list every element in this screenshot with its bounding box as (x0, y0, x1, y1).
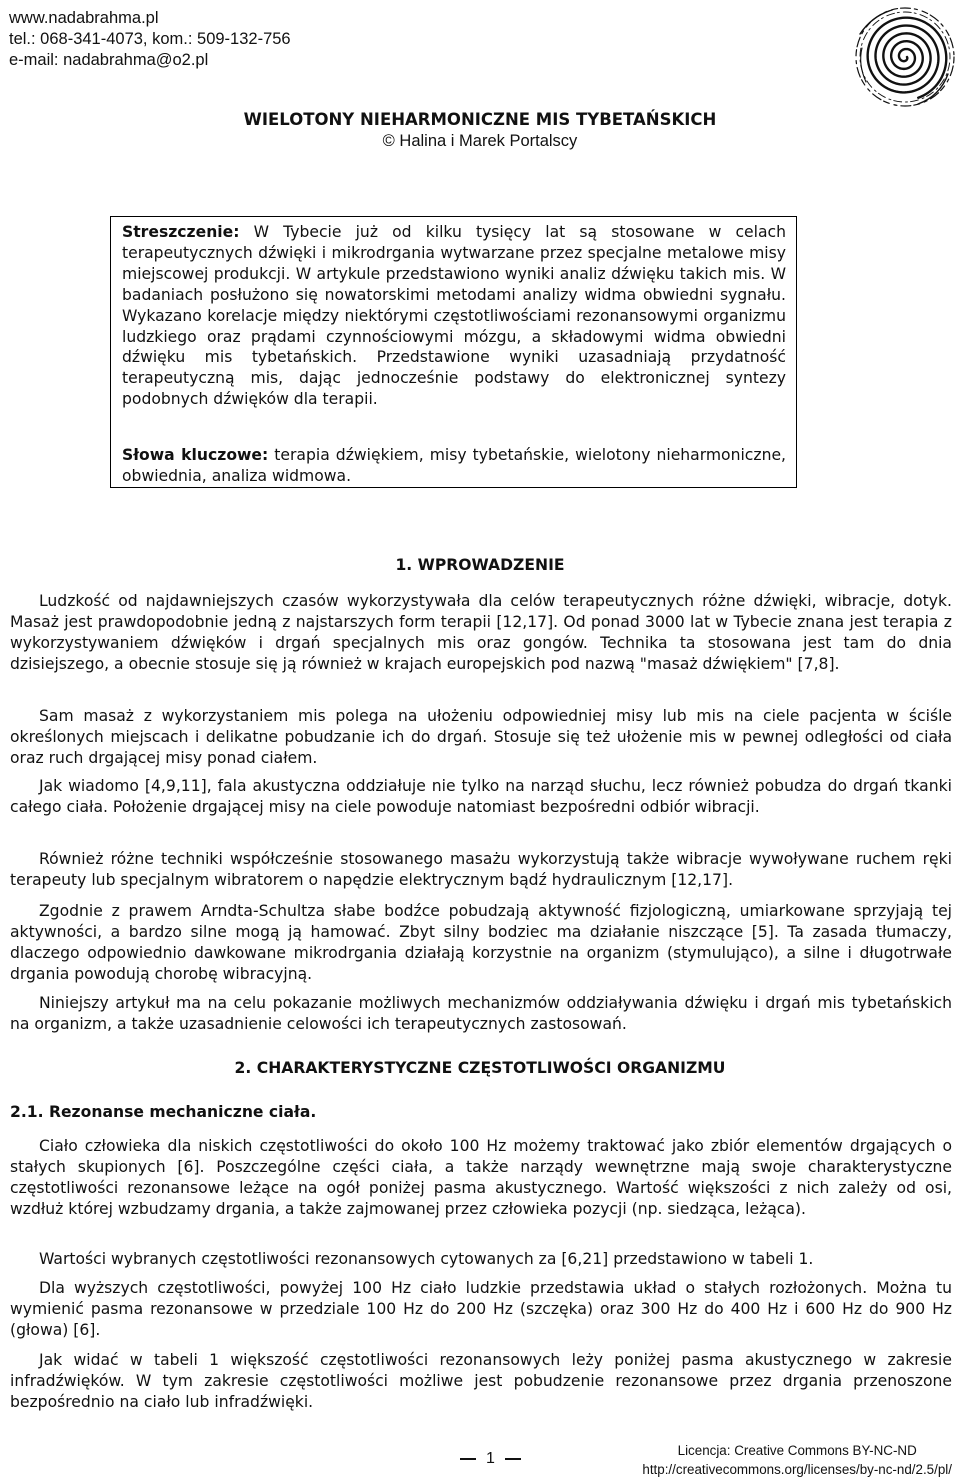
paragraph: Dla wyższych częstotliwości, powyżej 100 Hz ciało ludzkie przedstawia układ o stałych rozłożonych. Można tu wymienić pasma rezonansowe w przedziale 100 Hz do 200 Hz (szczęka) oraz 300 Hz do 400 Hz i 600 Hz do 900 Hz (głowa) [6]. (10, 1279, 952, 1339)
paragraph: Sam masaż z wykorzystaniem mis polega na ułożeniu odpowiedniej misy lub mis na ciele pacjenta w ściśle określonych miejscach i delikatne pobudzanie ich do drgań. Stosuje się też ułożenie mis w pewnej odległości od ciała oraz ruch drgającej misy ponad ciałem. (10, 707, 952, 767)
page-number-value: 1 (486, 1450, 495, 1467)
contact-block (9, 8, 291, 71)
license-url[interactable]: http://creativecommons.org/licenses/by-nc-nd/2.5/pl/ (642, 1462, 952, 1477)
website-link[interactable]: www.nadabrahma.pl (9, 9, 159, 27)
paragraph: Jak wiadomo [4,9,11], fala akustyczna oddziałuje nie tylko na narząd słuchu, lecz również pobudza do drgań tkanki całego ciała. Położenie drgającej misy na ciele powoduje natomiast bezpośredni odbiór wibracji. (10, 777, 952, 816)
spiral-logo-icon (852, 4, 958, 110)
keywords-label: Słowa kluczowe: (122, 446, 269, 464)
section-1-heading: 1. WPROWADZENIE (395, 556, 565, 574)
keywords (122, 445, 786, 487)
email-link[interactable]: e-mail: nadabrahma@o2.pl (9, 51, 209, 69)
paragraph: Ciało człowieka dla niskich częstotliwości do około 100 Hz możemy traktować jako zbiór elementów drgających o stałych skupionych [6]. Poszczególne części ciała, a także narządy wewnętrzne mają swoje charakterystyczne częstotliwości rezonansowe leżące na ogół poniżej pasma akustycznego. Wartość większości z nich zależy od osi, wzdłuż której wzbudzamy drgania, a także zajmowanej przez człowieka pozycji (np. siedząca, leżąca). (10, 1137, 952, 1218)
paragraph: Wartości wybranych częstotliwości rezonansowych cytowanych za [6,21] przedstawiono w tabeli 1. (39, 1250, 814, 1268)
dash-left (460, 1458, 476, 1460)
license (642, 1441, 952, 1479)
paragraph: Niniejszy artykuł ma na celu pokazanie możliwych mechanizmów oddziaływania dźwięku i drgań mis tybetańskich na organizm, a także uzasadnienie celowości ich terapeutycznych zastosowań. (10, 994, 952, 1033)
paragraph: Również różne techniki współcześnie stosowanego masażu wykorzystują także wibracje wywoływane ruchem ręki terapeuty lub specjalnym wibratorem o napędzie elektrycznym bądź hydraulicznym [12,17]. (10, 850, 952, 889)
page-number (460, 1450, 521, 1468)
paragraph: Jak widać w tabeli 1 większość częstotliwości rezonansowych leży poniżej pasma akustycznego w zakresie infradźwięków. W tym zakresie częstotliwości możliwe jest pobudzenie rezonansowe przez drgania przenoszone bezpośrednio na ciało lub infradźwięki. (10, 1351, 952, 1411)
page-title: WIELOTONY NIEHARMONICZNE MIS TYBETAŃSKICH (243, 110, 717, 129)
paragraph: Zgodnie z prawem Arndta-Schultza słabe bodźce pobudzają aktywność fizjologiczną, umiarkowane sprzyjają tej aktywności, a bardzo silne mogą ją hamować. Zbyt silny bodziec ma działanie niszczące [5]. Ta zasada tłumaczy, dlaczego odpowiednio dawkowane mikrodrgania działają korzystnie na organizm (stymulująco), a silne i długotrwałe drgania powodują chorobę wibracyjną. (10, 902, 952, 983)
keywords-body: terapia dźwiękiem, misy tybetańskie, wielotony nieharmoniczne, obwiednia, analiza widmowa. (122, 446, 786, 485)
subsection-heading: 2.1. Rezonanse mechaniczne ciała. (10, 1103, 317, 1121)
abstract-label: Streszczenie: (122, 223, 240, 241)
section-2-heading: 2. CHARAKTERYSTYCZNE CZĘSTOTLIWOŚCI ORGANIZMU (234, 1059, 726, 1077)
paragraph: Ludzkość od najdawniejszych czasów wykorzystywała dla celów terapeutycznych różne dźwięki, wibracje, dotyk. Masaż jest prawdopodobnie jedną z najstarszych form terapii [12,17]. Od ponad 3000 lat w Tybecie znana jest terapia z wykorzystywaniem dźwięków i drgań specjalnych mis oraz gongów. Technika ta stosowana jest tam do dnia dzisiejszego, a obecnie stosuje się ją również w krajach europejskich pod nazwą "masaż dźwiękiem" [7,8]. (10, 592, 952, 673)
authors: © Halina i Marek Portalscy (382, 132, 578, 150)
license-name: Licencja: Creative Commons BY-NC-ND (677, 1443, 917, 1458)
abstract-body: W Tybecie już od kilku tysięcy lat są stosowane w celach terapeutycznych dźwięki i mikrodrgania wytwarzane przez specjalne metalowe misy miejscowej produkcji. W artykule przedstawiono wyniki analiz dźwięku takich mis. W badaniach posłużono się nowatorskimi metodami analizy widma obwiedni sygnału. Wykazano korelacje między niektórymi częstotliwościami rezonansowymi organizmu ludzkiego oraz prądami czynnościowymi mózgu, a składowymi widma obwiedni dźwięku mis tybetańskich. Przedstawione wyniki uzasadniają przydatność terapeutyczną mis, dając jednocześnie podstawy do elektronicznej syntezy podobnych dźwięków dla terapii. (122, 223, 786, 409)
dash-right (505, 1458, 521, 1460)
phone-text: tel.: 068-341-4073, kom.: 509-132-756 (9, 30, 291, 48)
abstract (122, 222, 786, 410)
